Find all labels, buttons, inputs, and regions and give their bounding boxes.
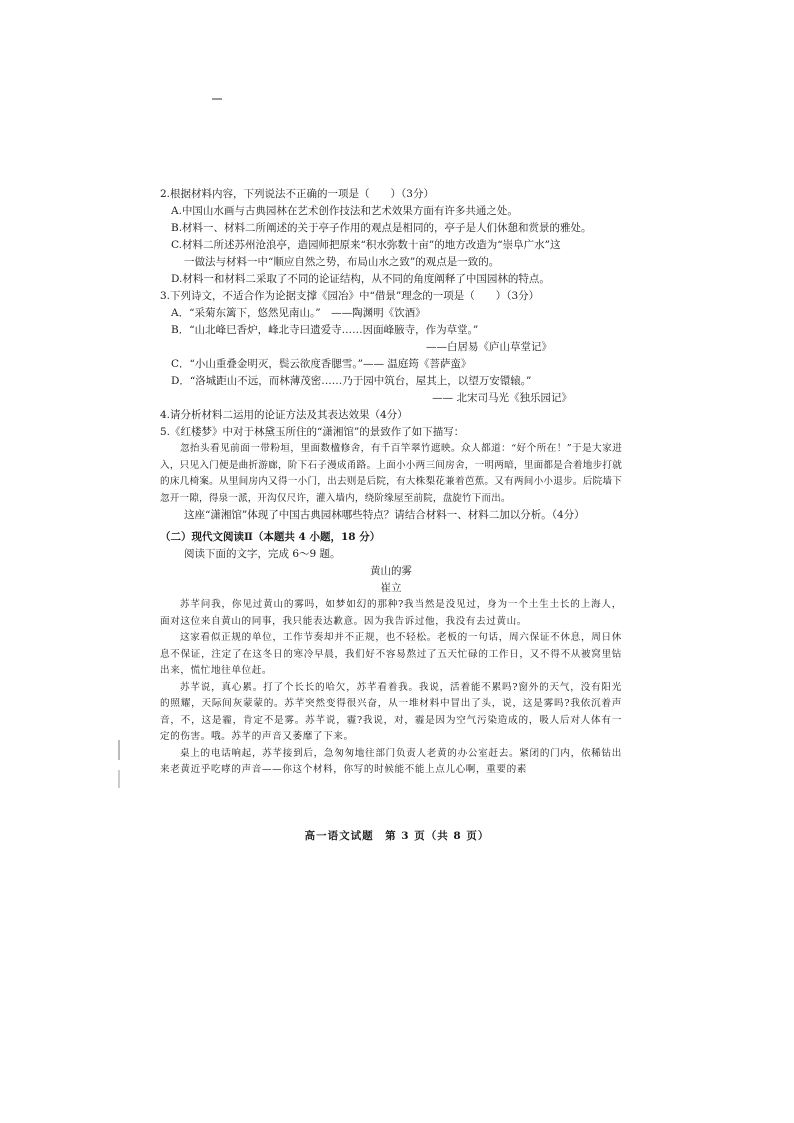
question-5 [160,424,622,524]
question-4: 4.请分析材料二运用的论证方法及其表达效果（4分） [160,409,408,421]
question-stem: 3.下列诗文，不适合作为论据支撑《园冶》中“借景”理念的一项是（ ）（3分） [160,290,540,302]
article-title: 黄山的雾 [370,565,412,577]
scan-mark [118,740,120,760]
option-d: D．“洛城距山不远，而林薄茂密……乃于园中筑台，屋其上，以望万安镮辕。” [171,375,532,387]
section-modern-reading-2 [160,528,622,779]
option-a: A.中国山水画与古典园林在艺术创作技法和艺术效果方面有许多共通之处。 [171,205,518,217]
option-b-source: ——白居易《庐山草堂记》 [426,341,552,353]
article-author: 崔立 [380,582,402,594]
question-stem: 5.《红楼梦》中对于林黛玉所住的“潇湘馆”的景致作了如下描写： [160,426,465,438]
section-instruction: 阅读下面的文字，完成 6～9 题。 [184,548,341,560]
page-footer: 高一语文试题 第 3 页（共 8 页） [304,830,490,842]
option-b: B．“山北峰巳香炉，峰北寺曰遗爱寺……因面峰腋寺，作为草堂。” [171,324,479,336]
question-2 [160,186,622,288]
option-b: B.材料一、材料二所阐述的关于亭子作用的观点是相同的，亭子是人们休憩和赏景的雅处。 [171,222,592,234]
option-c: C.材料二所述苏州沧浪亭，造园师把原来“积水弥数十亩”的地方改造为“崇阜广水”这 [171,239,561,251]
option-d-source: —— 北宋司马光《独乐园记》 [432,392,572,404]
option-c: C．“小山重叠金明灭，鬓云欲度香腮雪。”—— 温庭筠《菩萨蛮》 [171,358,472,370]
question-stem: 2.根据材料内容，下列说法不正确的一项是（ ）（3分） [160,188,434,200]
section-title: （二）现代文阅读Ⅱ（本题共 4 小题，18 分） [160,531,381,543]
scan-mark [212,98,222,100]
article-paragraph: 苏芊问我，你见过黄山的雾吗，如梦如幻的那种?我当然是没见过，身为一个土生土长的上海人，面对这位来自黄山的同事，我只能表达歉意。因为我告诉过他，我没有去过黄山。 [160,599,622,627]
question-3 [160,288,622,407]
scan-mark [118,770,120,788]
page-content [160,186,622,779]
article-paragraph: 苏芊说，真心累。打了个长长的哈欠，苏芊看着我。我说，活着能不累吗?窗外的天气，没有阳光的照耀，天际间灰蒙蒙的。苏芊突然变得很兴奋，从一堆材料中冒出了头，说，这是雾吗?我依沉着声音，不，这是霾，肯定不是雾。苏芊说，霾?我说，对，霾是因为空气污染造成的，吸人后对人体有一定的伤害。哦。苏芊的声音又萎靡了下来。 [160,681,622,742]
question-ask: 这座“潇湘馆”体现了中国古典园林哪些特点？请结合材料一、材料二加以分析。（4分） [184,509,585,521]
quoted-passage: 忽抬头看见前面一带粉垣，里面数楹修舍，有千百竿翠竹遮映。众人都道：“好个所在！”于是大家进入，只见入门便是曲折游廊，阶下石子漫成甬路。上面小小两三间房舍，一明两暗，里面都是合着地步打就的床几椅案。从里间房内又得一小门，出去则是后院，有大株梨花兼着芭蕉。又有两间小小退步。后院墙下忽开一隙，得泉一派，开沟仅尺许，灌入墙内，绕阶缘屋至前院，盘旋竹下而出。 [160,443,622,504]
option-d: D.材料一和材料二采取了不同的论证结构，从不同的角度阐释了中国园林的特点。 [171,273,550,285]
option-a: A．“采菊东篱下，悠然见南山。” ——陶渊明《饮酒》 [171,307,426,319]
article-paragraph: 桌上的电话响起，苏芊接到后，急匆匆地往部门负责人老黄的办公室赶去。紧闭的门内，依稀钻出来老黄近乎吃哮的声音——你这个材料，你写的时候能不能上点儿心啊，重要的素 [160,747,622,775]
article-paragraph: 这家看似正规的单位，工作节奏却并不正规，也不轻松。老板的一句话，周六保证不休息，周日休息不保证，注定了在这冬日的寒冷早晨，我们好不容易熬过了五天忙碌的工作日，又不得不从被窝里钻出来，慌忙地往单位赶。 [160,632,622,676]
option-c-continued: 一做法与材料一中“顺应自然之势，布局山水之致”的观点是一致的。 [184,256,500,268]
